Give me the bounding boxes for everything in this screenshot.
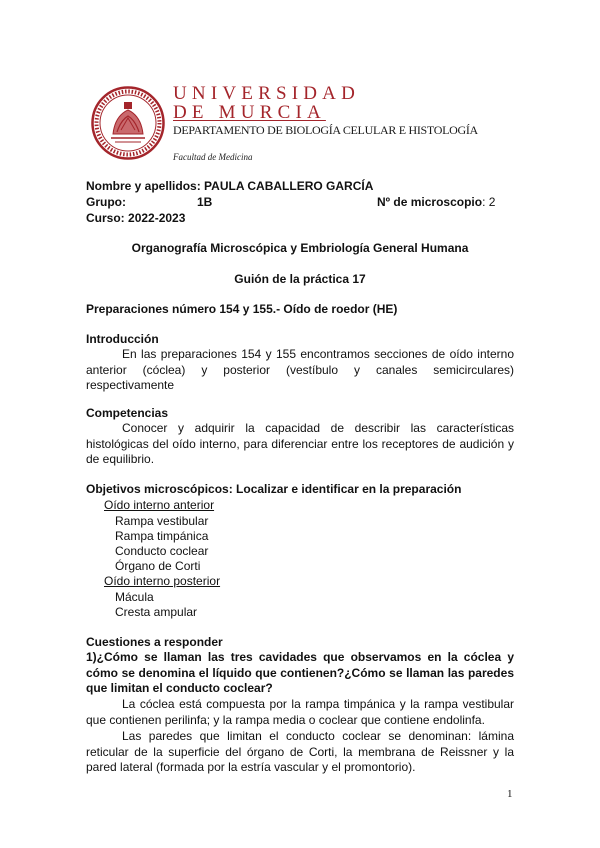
- cuestiones-heading: Cuestiones a responder: [86, 635, 223, 649]
- group-row: [86, 195, 126, 210]
- objetivos-group1: Oído interno anterior: [104, 498, 215, 512]
- student-name-row: [86, 179, 373, 194]
- preparations-title: Preparaciones número 154 y 155.- Oído de roedor (HE): [86, 302, 398, 316]
- objetivos-item: Rampa vestibular: [115, 514, 209, 528]
- objetivos-heading: Objetivos microscópicos: Localizar e identificar en la preparación: [86, 482, 462, 496]
- university-name-line2: DE MURCIA: [173, 102, 326, 123]
- objetivos-item: Rampa timpánica: [115, 529, 209, 543]
- name-label: Nombre y apellidos:: [86, 179, 201, 193]
- page-number: 1: [507, 788, 513, 800]
- objetivos-item: Cresta ampular: [115, 605, 198, 619]
- course-row: [86, 211, 185, 226]
- answer-1a: La cóclea está compuesta por la rampa timpánica y la rampa vestibular que contienen perilinfa; y la rampa media o coclear que contiene endolinfa.: [86, 697, 514, 727]
- question-1: 1)¿Cómo se llaman las tres cavidades que observamos en la cóclea y cómo se denomina el líquido que contienen?¿Cómo se llaman las paredes que limitan el conducto coclear?: [86, 650, 514, 695]
- group-label: Grupo:: [86, 195, 126, 209]
- department-name: DEPARTAMENTO DE BIOLOGÍA CELULAR E HISTOLOGÍA: [173, 123, 478, 137]
- course-label: Curso:: [86, 211, 125, 225]
- group-value: 1B: [197, 195, 213, 209]
- subject-title: Organografía Microscópica y Embriología General Humana: [131, 241, 469, 255]
- competencias-heading: Competencias: [86, 406, 169, 420]
- answer-1b: Las paredes que limitan el conducto coclear se denominan: lámina reticular de la superficie del órgano de Corti, la membrana de Reissner y la pared lateral (formada por la estría vascular y el promontorio).: [86, 729, 514, 774]
- objetivos-item: Mácula: [115, 590, 154, 604]
- objetivos-group2: Oído interno posterior: [104, 574, 221, 588]
- microscope-label: Nº de microscopio: [377, 195, 483, 209]
- objetivos-item: Órgano de Corti: [115, 559, 201, 573]
- faculty-name: Facultad de Medicina: [173, 152, 253, 162]
- objetivos-item: Conducto coclear: [115, 544, 209, 558]
- course-value: 2022-2023: [128, 211, 186, 225]
- microscope-row: [377, 195, 495, 210]
- microscope-value: : 2: [482, 195, 496, 209]
- intro-heading: Introducción: [86, 332, 159, 346]
- student-name: PAULA CABALLERO GARCÍA: [204, 179, 374, 193]
- university-seal-logo: [91, 86, 165, 160]
- intro-text: En las preparaciones 154 y 155 encontramos secciones de oído interno anterior (cóclea) y posterior (vestíbulo y canales semicirculares) respectivamente: [86, 347, 514, 392]
- university-name-line1: UNIVERSIDAD: [173, 83, 361, 104]
- guide-title: Guión de la práctica 17: [234, 272, 366, 286]
- competencias-text: Conocer y adquirir la capacidad de describir las características histológicas del oído interno, para diferenciar entre los receptores de audición y de equilibrio.: [86, 421, 514, 466]
